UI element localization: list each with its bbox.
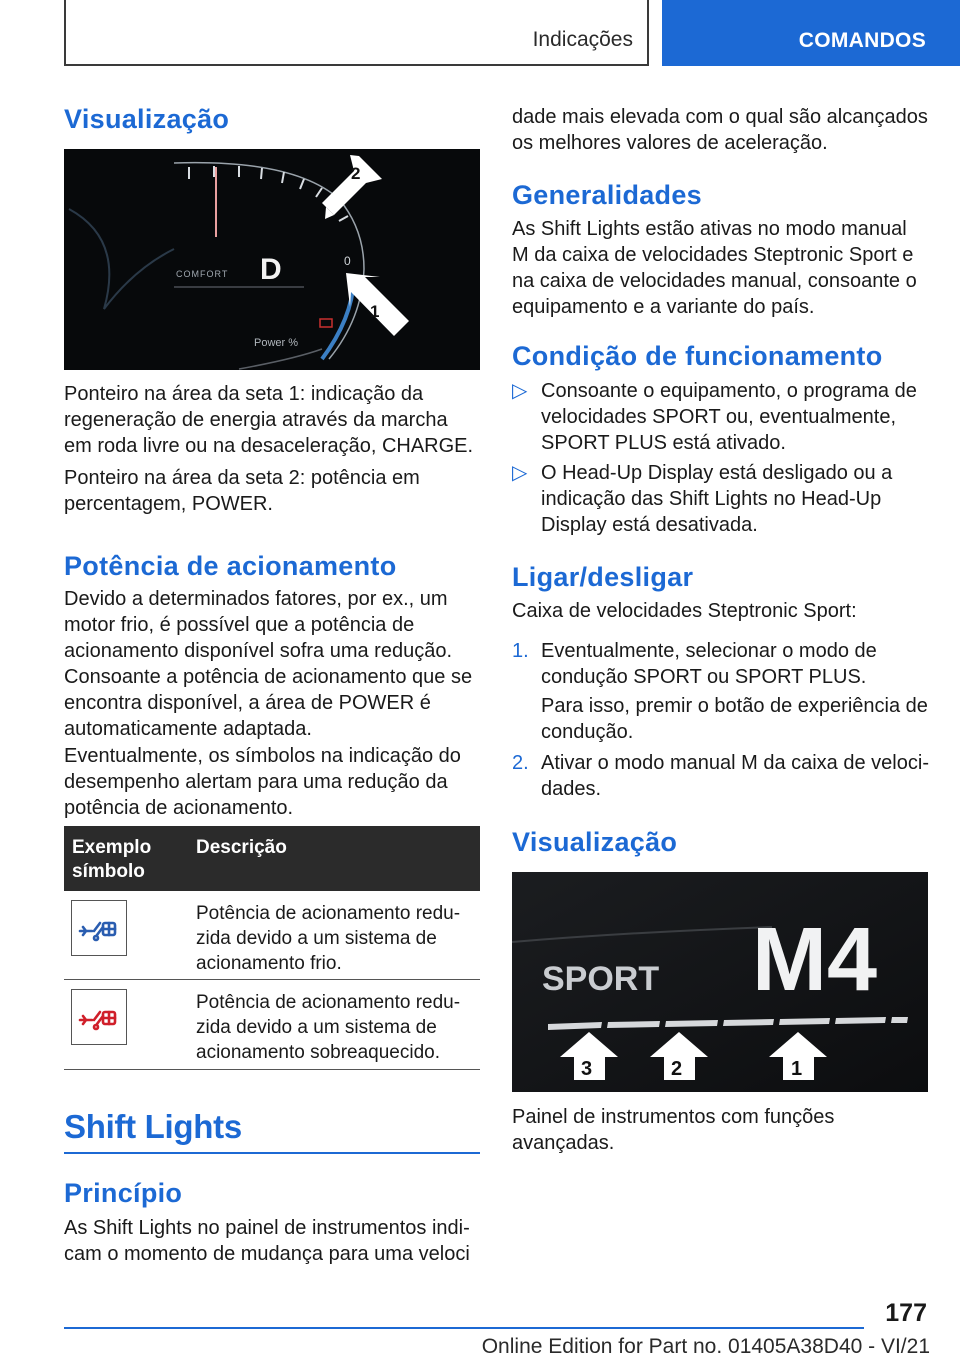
overheated-drivetrain-icon bbox=[71, 989, 127, 1045]
footer-rule bbox=[64, 1327, 864, 1329]
bullet-triangle-icon: ▷ bbox=[512, 462, 528, 484]
svg-text:1: 1 bbox=[791, 1058, 803, 1080]
zero-tick-label: 0 bbox=[344, 254, 351, 268]
gauge-illustration bbox=[64, 149, 480, 370]
heading-generalidades: Generalidades bbox=[512, 180, 702, 210]
step-number: 2. bbox=[512, 752, 529, 774]
step-number: 1. bbox=[512, 640, 529, 662]
figure-instrument-gauge bbox=[64, 149, 480, 370]
heading-visualizacao: Visualização bbox=[64, 104, 230, 134]
paragraph-arrow2: Ponteiro na área da seta 2: potência em percentagem, POWER. bbox=[64, 467, 420, 515]
section-tab bbox=[64, 0, 649, 66]
table-header-symbol: Exemplo símbolo bbox=[72, 837, 152, 882]
paragraph-arrow1: Ponteiro na área da seta 1: indicação da regeneração de energia através da marcha em roda livre ou na desaceleração, CHARGE. bbox=[64, 383, 474, 457]
step-item bbox=[512, 638, 928, 690]
step-item bbox=[512, 750, 928, 802]
heading-rule bbox=[64, 1152, 480, 1154]
page-number: 177 bbox=[885, 1299, 927, 1327]
figure-shift-lights bbox=[512, 872, 928, 1092]
sport-mode-label: SPORT bbox=[542, 960, 660, 998]
paragraph-continuation: dade mais elevada com o qual são alcançados os melhores valores de aceleração. bbox=[512, 106, 928, 154]
power-label: Power % bbox=[254, 337, 299, 349]
table-header-description: Descrição bbox=[196, 837, 287, 858]
step-subtext bbox=[512, 693, 928, 745]
chapter-title: COMANDOS bbox=[798, 29, 926, 52]
svg-text:1: 1 bbox=[370, 302, 380, 321]
chapter-tab bbox=[662, 0, 960, 66]
heading-potencia: Potência de acionamento bbox=[64, 551, 397, 581]
svg-text:3: 3 bbox=[581, 1058, 593, 1080]
gear-m4-label: M4 bbox=[752, 910, 878, 1010]
svg-text:2: 2 bbox=[671, 1058, 683, 1080]
step-subtext-text: Para isso, premir o botão de experiência de condução. bbox=[541, 695, 928, 743]
heading-condicao: Condição de funcionamento bbox=[512, 341, 883, 371]
comfort-label: COMFORT bbox=[176, 269, 229, 279]
heading-principio: Princípio bbox=[64, 1178, 183, 1208]
list-item-text: O Head-Up Display está desligado ou a indicação das Shift Lights no Head-Up Display está desativada. bbox=[541, 462, 893, 536]
step-text: Ativar o modo manual M da caixa de velocidades. bbox=[541, 752, 929, 800]
list-item bbox=[512, 378, 928, 456]
symbols-table bbox=[64, 826, 480, 1070]
paragraph-potencia-1: Devido a determinados fatores, por ex., um motor frio, é possível que a potência de acionamento disponível sofra uma redução. Consoante a potência de acionamento que se encontra disponível, a área de POWER é automaticamente adaptada. bbox=[64, 588, 473, 740]
heading-visualizacao-2: Visualização bbox=[512, 827, 678, 857]
table-cell-description: Potência de acionamento reduzida devido a um sistema de acionamento frio. bbox=[196, 903, 461, 974]
bullet-triangle-icon: ▷ bbox=[512, 380, 528, 402]
paragraph-steptronic: Caixa de velocidades Steptronic Sport: bbox=[512, 600, 857, 622]
table-row bbox=[64, 980, 480, 1070]
list-item bbox=[512, 460, 928, 538]
list-item-text: Consoante o equipamento, o programa de velocidades SPORT ou, eventualmente, SPORT PLUS está ativado. bbox=[541, 380, 917, 454]
step-text: Eventualmente, selecionar o modo de condução SPORT ou SPORT PLUS. bbox=[541, 640, 877, 688]
cold-drivetrain-icon bbox=[71, 900, 127, 956]
paragraph-generalidades: As Shift Lights estão ativas no modo manual M da caixa de velocidades Steptronic Sport e na caixa de velocidades manual, consoante o equipamento e a variante do país. bbox=[512, 218, 917, 318]
gear-indicator: D bbox=[260, 253, 282, 286]
svg-text:2: 2 bbox=[351, 164, 361, 183]
section-title: Indicações bbox=[532, 28, 633, 51]
heading-ligar-desligar: Ligar/desligar bbox=[512, 562, 694, 592]
heading-shift-lights: Shift Lights bbox=[64, 1108, 242, 1145]
shift-lights-illustration bbox=[512, 872, 928, 1092]
figure-caption: Painel de instrumentos com funções avançadas. bbox=[512, 1106, 835, 1154]
table-header bbox=[64, 826, 480, 891]
paragraph-potencia-2: Eventualmente, os símbolos na indicação do desempenho alertam para uma redução da potência de acionamento. bbox=[64, 745, 461, 819]
table-cell-description: Potência de acionamento reduzida devido a um sistema de acionamento sobreaquecido. bbox=[196, 992, 461, 1063]
table-row bbox=[64, 891, 480, 980]
paragraph-principio: As Shift Lights no painel de instrumentos indicam o momento de mudança para uma veloci bbox=[64, 1217, 470, 1265]
footer-edition: Online Edition for Part no. 01405A38D40 - VI/21 bbox=[481, 1335, 930, 1358]
